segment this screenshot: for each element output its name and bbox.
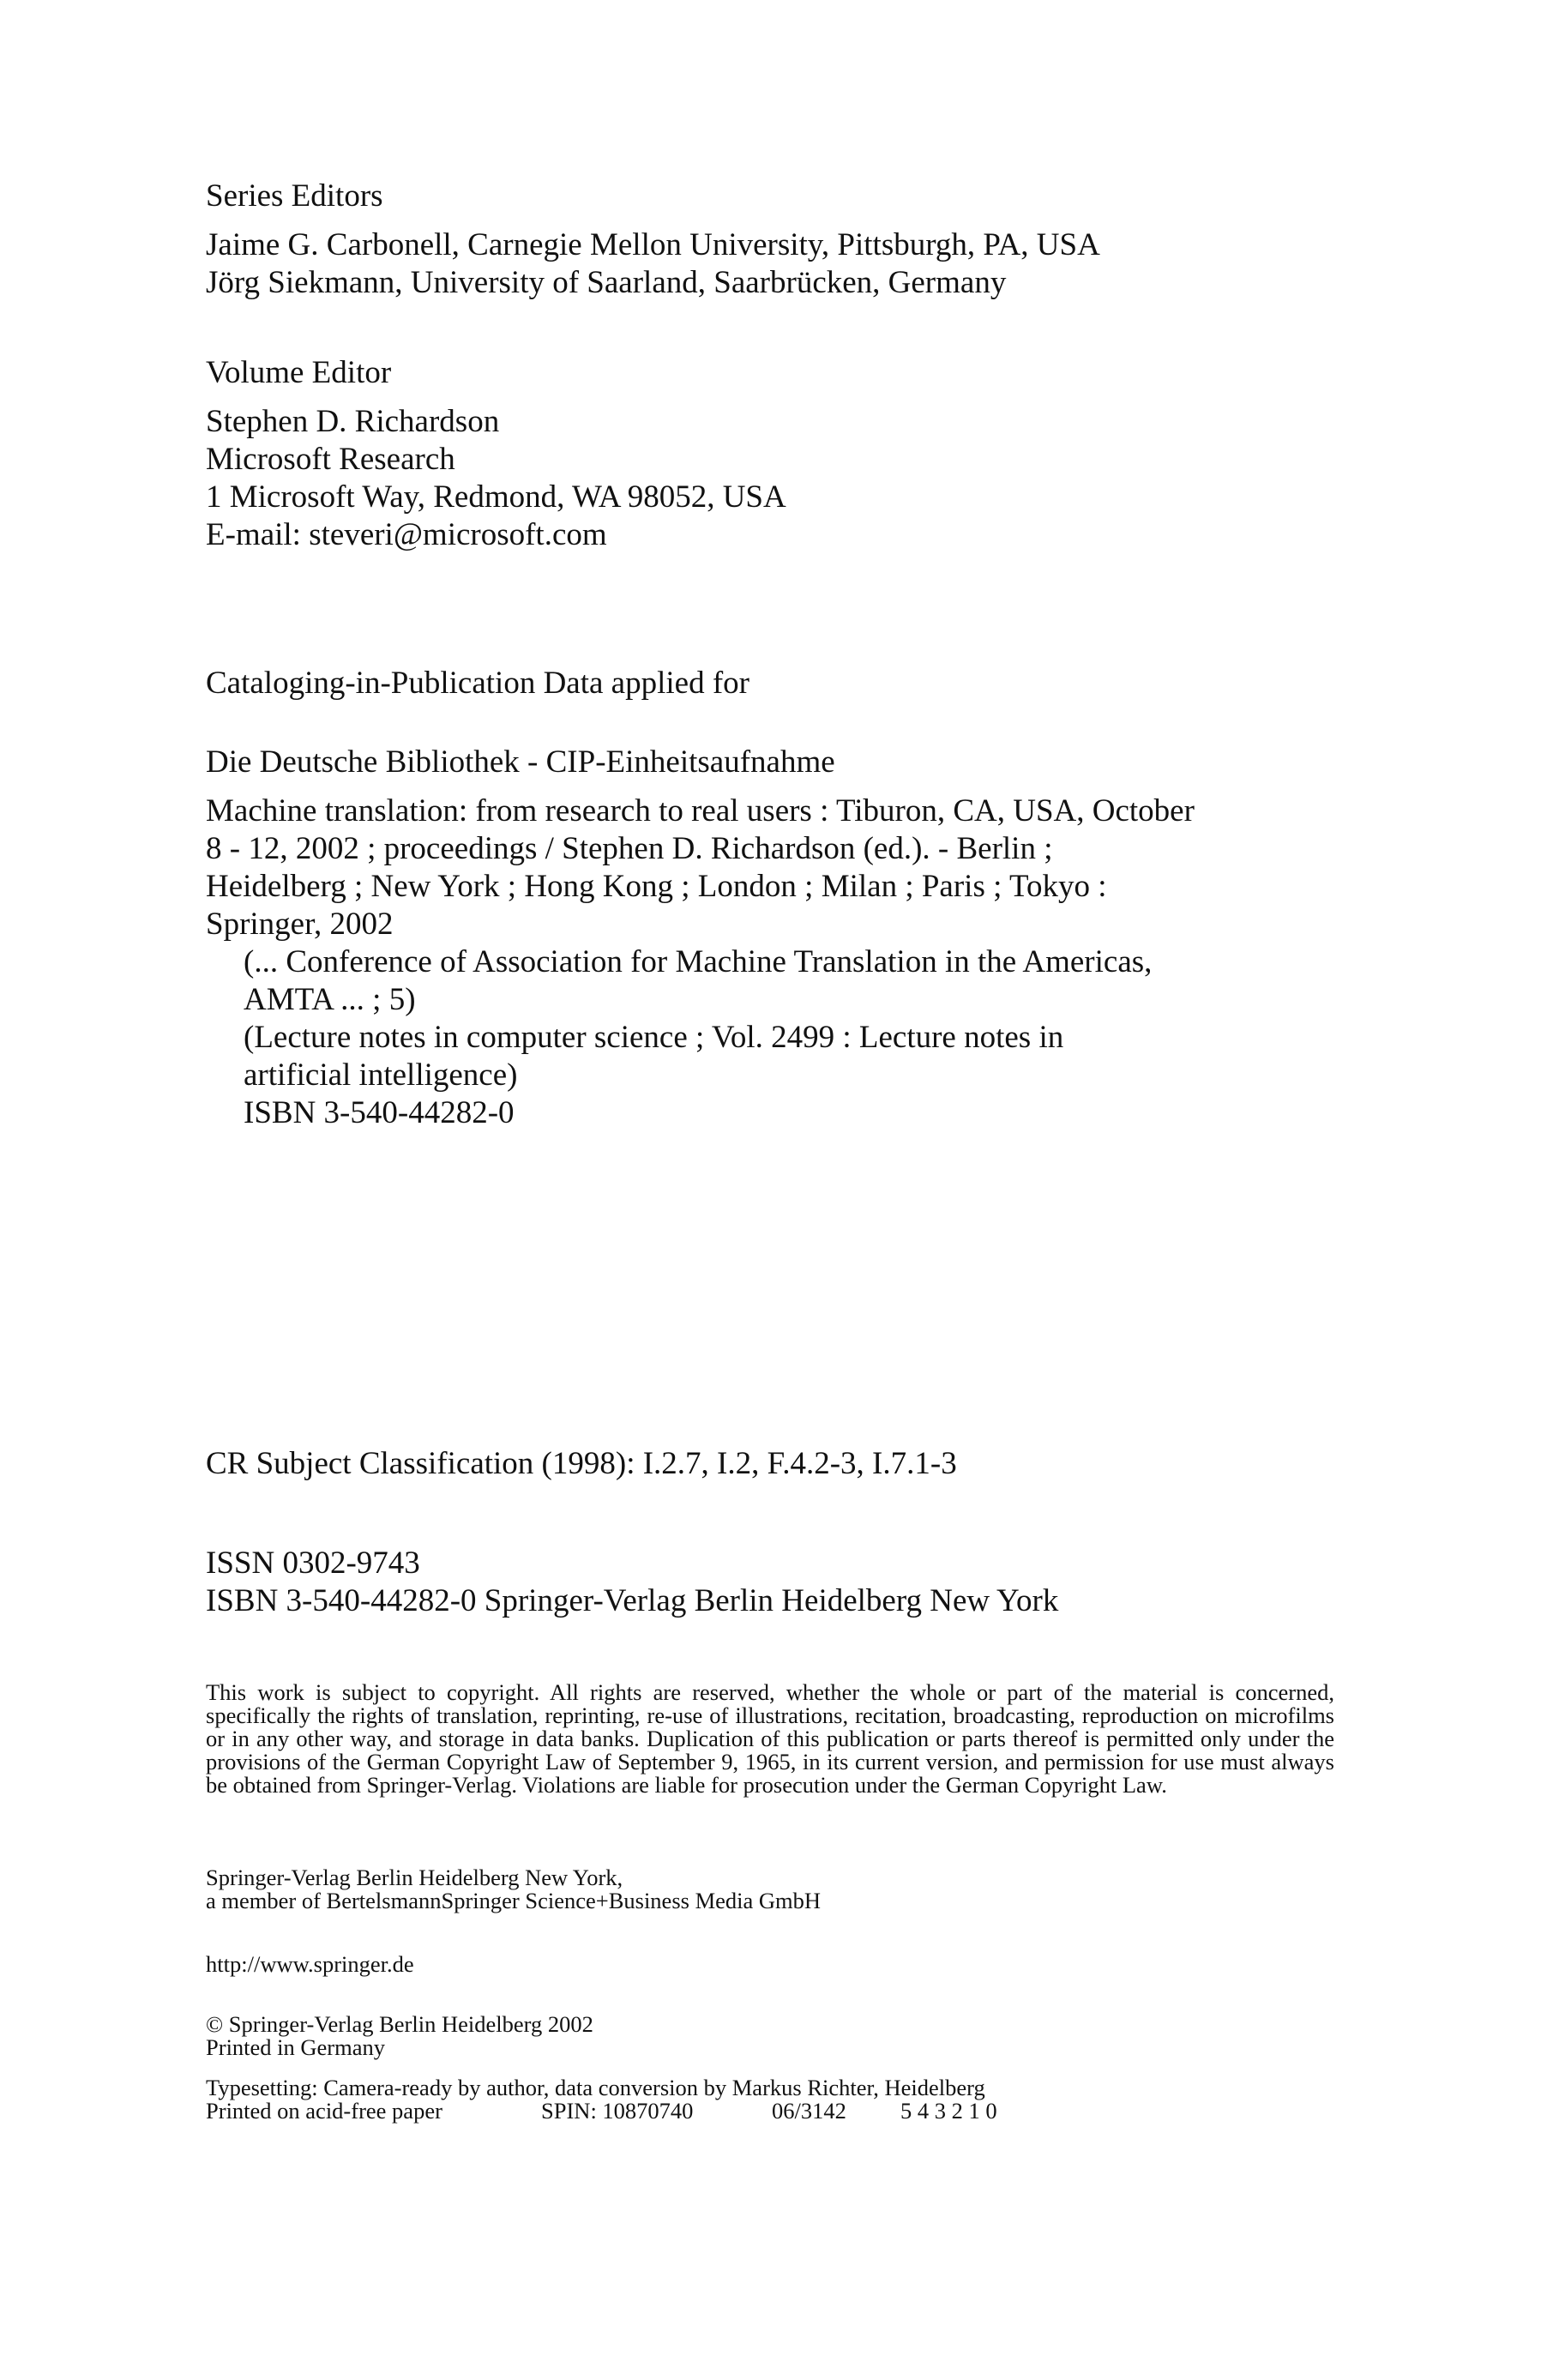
cip-note-line: (... Conference of Association for Machine Translation in the Americas, <box>244 944 1153 979</box>
cr-classification: CR Subject Classification (1998): I.2.7, I.2, F.4.2-3, I.7.1-3 <box>206 1446 957 1481</box>
volume-editor-section <box>206 354 1346 554</box>
series-editors-section <box>206 178 1346 302</box>
spin-row <box>206 2100 1346 2123</box>
publisher-line: Springer-Verlag Berlin Heidelberg New York, <box>206 1865 623 1890</box>
cip-applied <box>206 665 1346 702</box>
production-section <box>206 2076 1346 2123</box>
copyright-section <box>206 2013 1346 2059</box>
printed-in: Printed in Germany <box>206 2034 386 2060</box>
cip-record-line: Springer, 2002 <box>206 907 394 942</box>
cip-record-section <box>206 744 1346 1132</box>
cip-library: Die Deutsche Bibliothek - CIP-Einheitsaufnahme <box>206 744 835 780</box>
copyright-notice: This work is subject to copyright. All rights are reserved, whether the whole or part of the material is concerned, specifically the rights of translation, reprinting, re-use of illustrations, recitation, broadcasting, reproduction on microfilms or in any other way, and storage in data banks. Duplication of this publication or parts thereof is permitted only under the provisions of the German Copyright Law of September 9, 1965, in its current version, and permission for use must always be obtained from Springer-Verlag. Violations are liable for prosecution under the German Copyright Law. <box>206 1679 1334 1798</box>
identifiers-section <box>206 1545 1346 1620</box>
series-editor-line: Jaime G. Carbonell, Carnegie Mellon University, Pittsburgh, PA, USA <box>206 227 1100 262</box>
copyright-line: © Springer-Verlag Berlin Heidelberg 2002 <box>206 2011 593 2037</box>
cip-note-line: AMTA ... ; 5) <box>244 982 416 1017</box>
printing-line: 5 4 3 2 1 0 <box>900 2098 997 2124</box>
series-editor-line: Jörg Siekmann, University of Saarland, Saarbrücken, Germany <box>206 265 1007 300</box>
volume-editor-line: Microsoft Research <box>206 442 455 477</box>
issn: ISSN 0302-9743 <box>206 1545 420 1581</box>
production-code: 06/3142 <box>772 2098 846 2124</box>
volume-editor-email: E-mail: steveri@microsoft.com <box>206 517 607 552</box>
cip-record-line: Heidelberg ; New York ; Hong Kong ; London ; Milan ; Paris ; Tokyo : <box>206 869 1107 904</box>
typesetting-line: Typesetting: Camera-ready by author, data conversion by Markus Richter, Heidelberg <box>206 2075 985 2100</box>
classification-section <box>206 1445 1346 1483</box>
cip-applied-text: Cataloging-in-Publication Data applied for <box>206 666 749 701</box>
cip-record-line: Machine translation: from research to real users : Tiburon, CA, USA, October <box>206 793 1195 828</box>
publisher-url-section <box>206 1953 1346 1976</box>
cip-note-line: (Lecture notes in computer science ; Vol. 2499 : Lecture notes in <box>244 1020 1064 1055</box>
publisher-url: http://www.springer.de <box>206 1951 414 1977</box>
volume-editor-heading: Volume Editor <box>206 355 392 390</box>
volume-editor-line: 1 Microsoft Way, Redmond, WA 98052, USA <box>206 479 786 515</box>
copyright-notice-section <box>206 1681 1346 1797</box>
series-editors-heading: Series Editors <box>206 178 383 214</box>
publisher-line: a member of BertelsmannSpringer Science+Business Media GmbH <box>206 1888 822 1913</box>
isbn: ISBN 3-540-44282-0 Springer-Verlag Berlin Heidelberg New York <box>206 1583 1059 1618</box>
spin-number: SPIN: 10870740 <box>541 2098 694 2124</box>
volume-editor-line: Stephen D. Richardson <box>206 404 500 439</box>
cip-record-line: 8 - 12, 2002 ; proceedings / Stephen D. Richardson (ed.). - Berlin ; <box>206 831 1053 866</box>
cip-isbn-line: ISBN 3-540-44282-0 <box>244 1095 515 1130</box>
acid-free-paper: Printed on acid-free paper <box>206 2098 442 2124</box>
cip-note-line: artificial intelligence) <box>244 1057 518 1093</box>
publisher-section <box>206 1866 1346 1913</box>
